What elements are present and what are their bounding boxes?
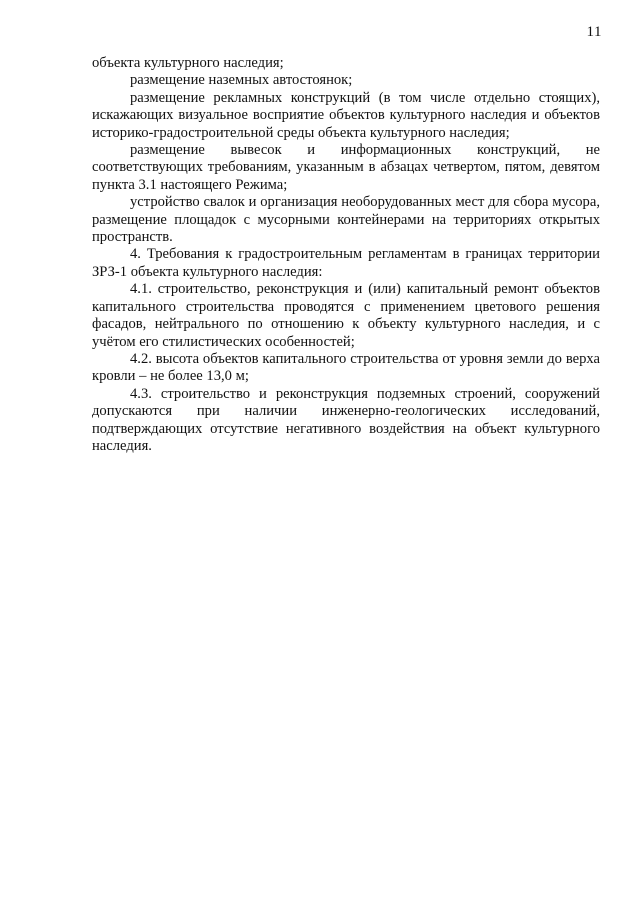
paragraph: 4.2. высота объектов капитального строительства от уровня земли до верха кровли – не более 13,0 м; — [92, 350, 600, 385]
paragraph: размещение рекламных конструкций (в том числе отдельно стоящих), искажающих визуальное восприятие объектов культурного наследия и объектов историко-градостроительной среды объекта культурного наследия; — [92, 89, 600, 141]
page-number: 11 — [586, 24, 602, 40]
paragraph: размещение вывесок и информационных конструкций, не соответствующих требованиям, указанным в абзацах четвертом, пятом, девятом пункта 3.1 настоящего Режима; — [92, 142, 600, 193]
paragraph: 4.3. строительство и реконструкция подземных строений, сооружений допускаются при наличии инженерно-геологических исследований, подтверждающих отсутствие негативного воздействия на объект культурного наследия. — [92, 385, 600, 454]
paragraph: объекта культурного наследия; — [92, 55, 284, 71]
section-heading: 4. Требования к градостроительным регламентам в границах территории ЗРЗ-1 объекта культурного наследия: — [92, 246, 600, 280]
paragraph: 4.1. строительство, реконструкция и (или) капитальный ремонт объектов капитального строительства проводятся с применением цветового решения фасадов, нейтрального по отношению к объекту культурного наследия, и с учётом его стилистических особенностей; — [92, 281, 600, 350]
document-body — [92, 55, 600, 455]
paragraph: устройство свалок и организация необорудованных мест для сбора мусора, размещение площадок с мусорными контейнерами на территориях открытых пространств. — [92, 194, 600, 246]
paragraph: размещение наземных автостоянок; — [130, 72, 353, 89]
